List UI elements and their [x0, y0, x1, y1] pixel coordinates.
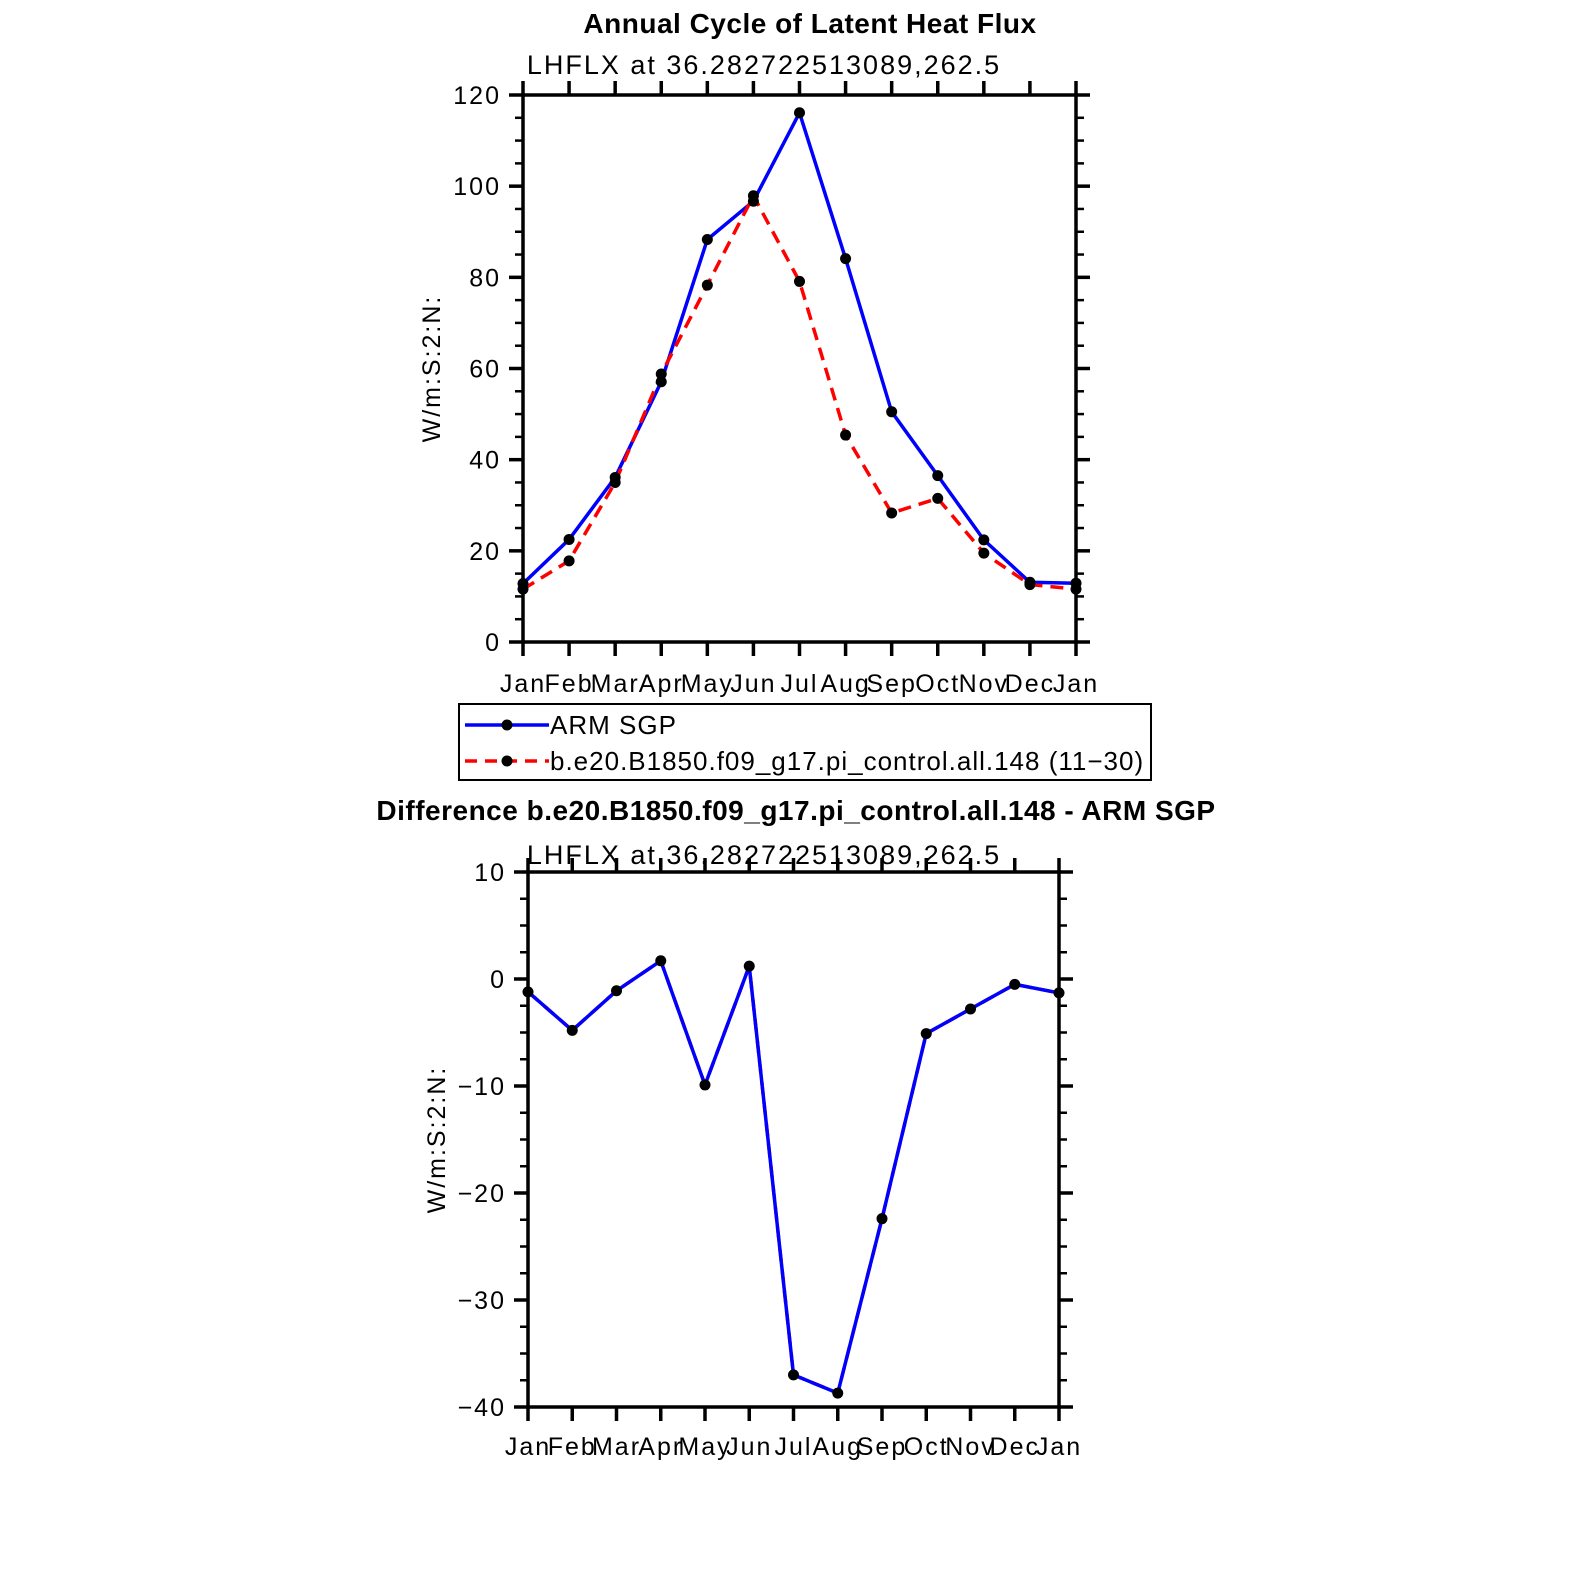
top-chart-plot	[418, 81, 1099, 698]
x-axis-tick-label: Jul	[780, 670, 819, 698]
data-point-marker	[564, 555, 575, 566]
data-point-marker	[702, 280, 713, 291]
plot-frame	[523, 95, 1076, 642]
x-axis-tick-label: Nov	[945, 1433, 996, 1461]
data-point-marker	[840, 253, 851, 264]
x-axis-tick-label: Jan	[499, 670, 547, 698]
x-axis-tick-label: Sep	[866, 670, 917, 698]
plot-frame	[528, 872, 1059, 1407]
legend-entry-arm-sgp	[460, 707, 1150, 743]
y-axis-tick-label: −30	[457, 1287, 506, 1315]
y-axis-tick-label: 0	[485, 629, 501, 657]
data-point-marker	[748, 196, 759, 207]
data-point-marker	[700, 1079, 711, 1090]
data-point-marker	[523, 986, 534, 997]
x-axis-tick-label: Jul	[774, 1433, 813, 1461]
y-axis-tick-label: 0	[490, 966, 506, 994]
data-point-marker	[611, 985, 622, 996]
x-axis-tick-label: Apr	[638, 1433, 684, 1461]
data-point-marker	[932, 493, 943, 504]
data-point-marker	[794, 276, 805, 287]
data-point-marker	[886, 507, 897, 518]
data-point-marker	[656, 368, 667, 379]
x-axis-tick-label: Jan	[1052, 670, 1100, 698]
y-axis-title: W/m:S:2:N:	[423, 1065, 451, 1214]
x-axis-tick-label: Oct	[915, 670, 961, 698]
y-axis-title: W/m:S:2:N:	[418, 294, 446, 443]
x-axis-tick-label: Jun	[726, 1433, 773, 1461]
x-axis-tick-label: Mar	[591, 1433, 642, 1461]
data-point-marker	[788, 1369, 799, 1380]
data-point-marker	[1024, 577, 1035, 588]
y-axis-tick-label: 100	[453, 173, 501, 202]
data-point-marker	[610, 472, 621, 483]
x-axis-tick-label: Oct	[903, 1433, 949, 1461]
data-point-marker	[656, 376, 667, 387]
legend-label-model-case: b.e20.B1850.f09_g17.pi_control.all.148 (11−30)	[550, 745, 1145, 776]
y-axis-tick-label: 20	[469, 537, 501, 566]
legend-box	[458, 703, 1152, 781]
x-axis-tick-label: Sep	[856, 1433, 908, 1461]
legend-label-arm-sgp: ARM SGP	[550, 709, 677, 740]
data-point-marker	[978, 534, 989, 545]
x-axis-tick-label: Jan	[1035, 1433, 1083, 1461]
data-point-marker	[744, 961, 755, 972]
y-axis-tick-label: −20	[457, 1180, 506, 1208]
x-axis-tick-label: Aug	[820, 670, 871, 698]
data-point-marker	[932, 470, 943, 481]
series-line-0	[528, 961, 1059, 1393]
data-point-marker	[840, 430, 851, 441]
bottom-chart-plot	[423, 858, 1082, 1461]
series-line-0	[523, 113, 1076, 584]
series-line-1	[523, 196, 1076, 589]
y-axis-tick-label: 10	[474, 859, 506, 887]
data-point-marker	[702, 234, 713, 245]
x-axis-tick-label: May	[680, 670, 734, 698]
data-point-marker	[1024, 579, 1035, 590]
x-axis-tick-label: Feb	[544, 670, 594, 698]
top-chart-subtitle: LHFLX at 36.282722513089,262.5	[526, 50, 1002, 80]
data-point-marker	[564, 534, 575, 545]
data-point-marker	[877, 1213, 888, 1224]
bottom-chart-subtitle: LHFLX at 36.282722513089,262.5	[526, 840, 1002, 870]
x-axis-tick-label: Dec	[1004, 670, 1056, 698]
legend-line-sample-red-dashed	[465, 745, 549, 777]
y-axis-tick-label: 80	[469, 264, 501, 293]
x-axis-tick-label: Feb	[547, 1433, 597, 1461]
x-axis-tick-label: Aug	[812, 1433, 863, 1461]
data-point-marker	[1071, 584, 1082, 595]
data-point-marker	[567, 1025, 578, 1036]
legend-dot-icon	[502, 720, 513, 731]
x-axis-tick-label: Apr	[638, 670, 684, 698]
y-axis-tick-label: 40	[469, 446, 501, 475]
legend-dot-icon	[502, 756, 513, 767]
x-axis-tick-label: May	[678, 1433, 732, 1461]
y-axis-tick-label: −10	[457, 1073, 506, 1101]
x-axis-tick-label: Jun	[730, 670, 777, 698]
x-axis-tick-label: Mar	[590, 670, 640, 698]
data-point-marker	[832, 1388, 843, 1399]
x-axis-tick-label: Dec	[989, 1433, 1040, 1461]
data-point-marker	[748, 190, 759, 201]
data-point-marker	[1054, 987, 1065, 998]
bottom-chart-title: Difference b.e20.B1850.f09_g17.pi_control.all.148 - ARM SGP	[376, 795, 1216, 826]
legend-line-sample-blue-solid	[465, 709, 549, 741]
y-axis-tick-label: −40	[457, 1394, 506, 1422]
data-point-marker	[921, 1028, 932, 1039]
data-point-marker	[978, 548, 989, 559]
data-point-marker	[794, 107, 805, 118]
data-point-marker	[655, 955, 666, 966]
x-axis-tick-label: Jan	[504, 1433, 552, 1461]
series-underlay-line	[528, 961, 1059, 1393]
data-point-marker	[965, 1003, 976, 1014]
y-axis-tick-label: 60	[469, 355, 501, 384]
legend-entry-model-case	[460, 743, 1150, 779]
top-chart-title: Annual Cycle of Latent Heat Flux	[583, 8, 1037, 39]
data-point-marker	[886, 406, 897, 417]
y-axis-tick-label: 120	[453, 82, 501, 110]
x-axis-tick-label: Nov	[958, 670, 1010, 698]
data-point-marker	[518, 578, 529, 589]
data-point-marker	[1009, 979, 1020, 990]
data-point-marker	[1071, 578, 1082, 589]
data-point-marker	[610, 477, 621, 488]
data-point-marker	[518, 584, 529, 595]
